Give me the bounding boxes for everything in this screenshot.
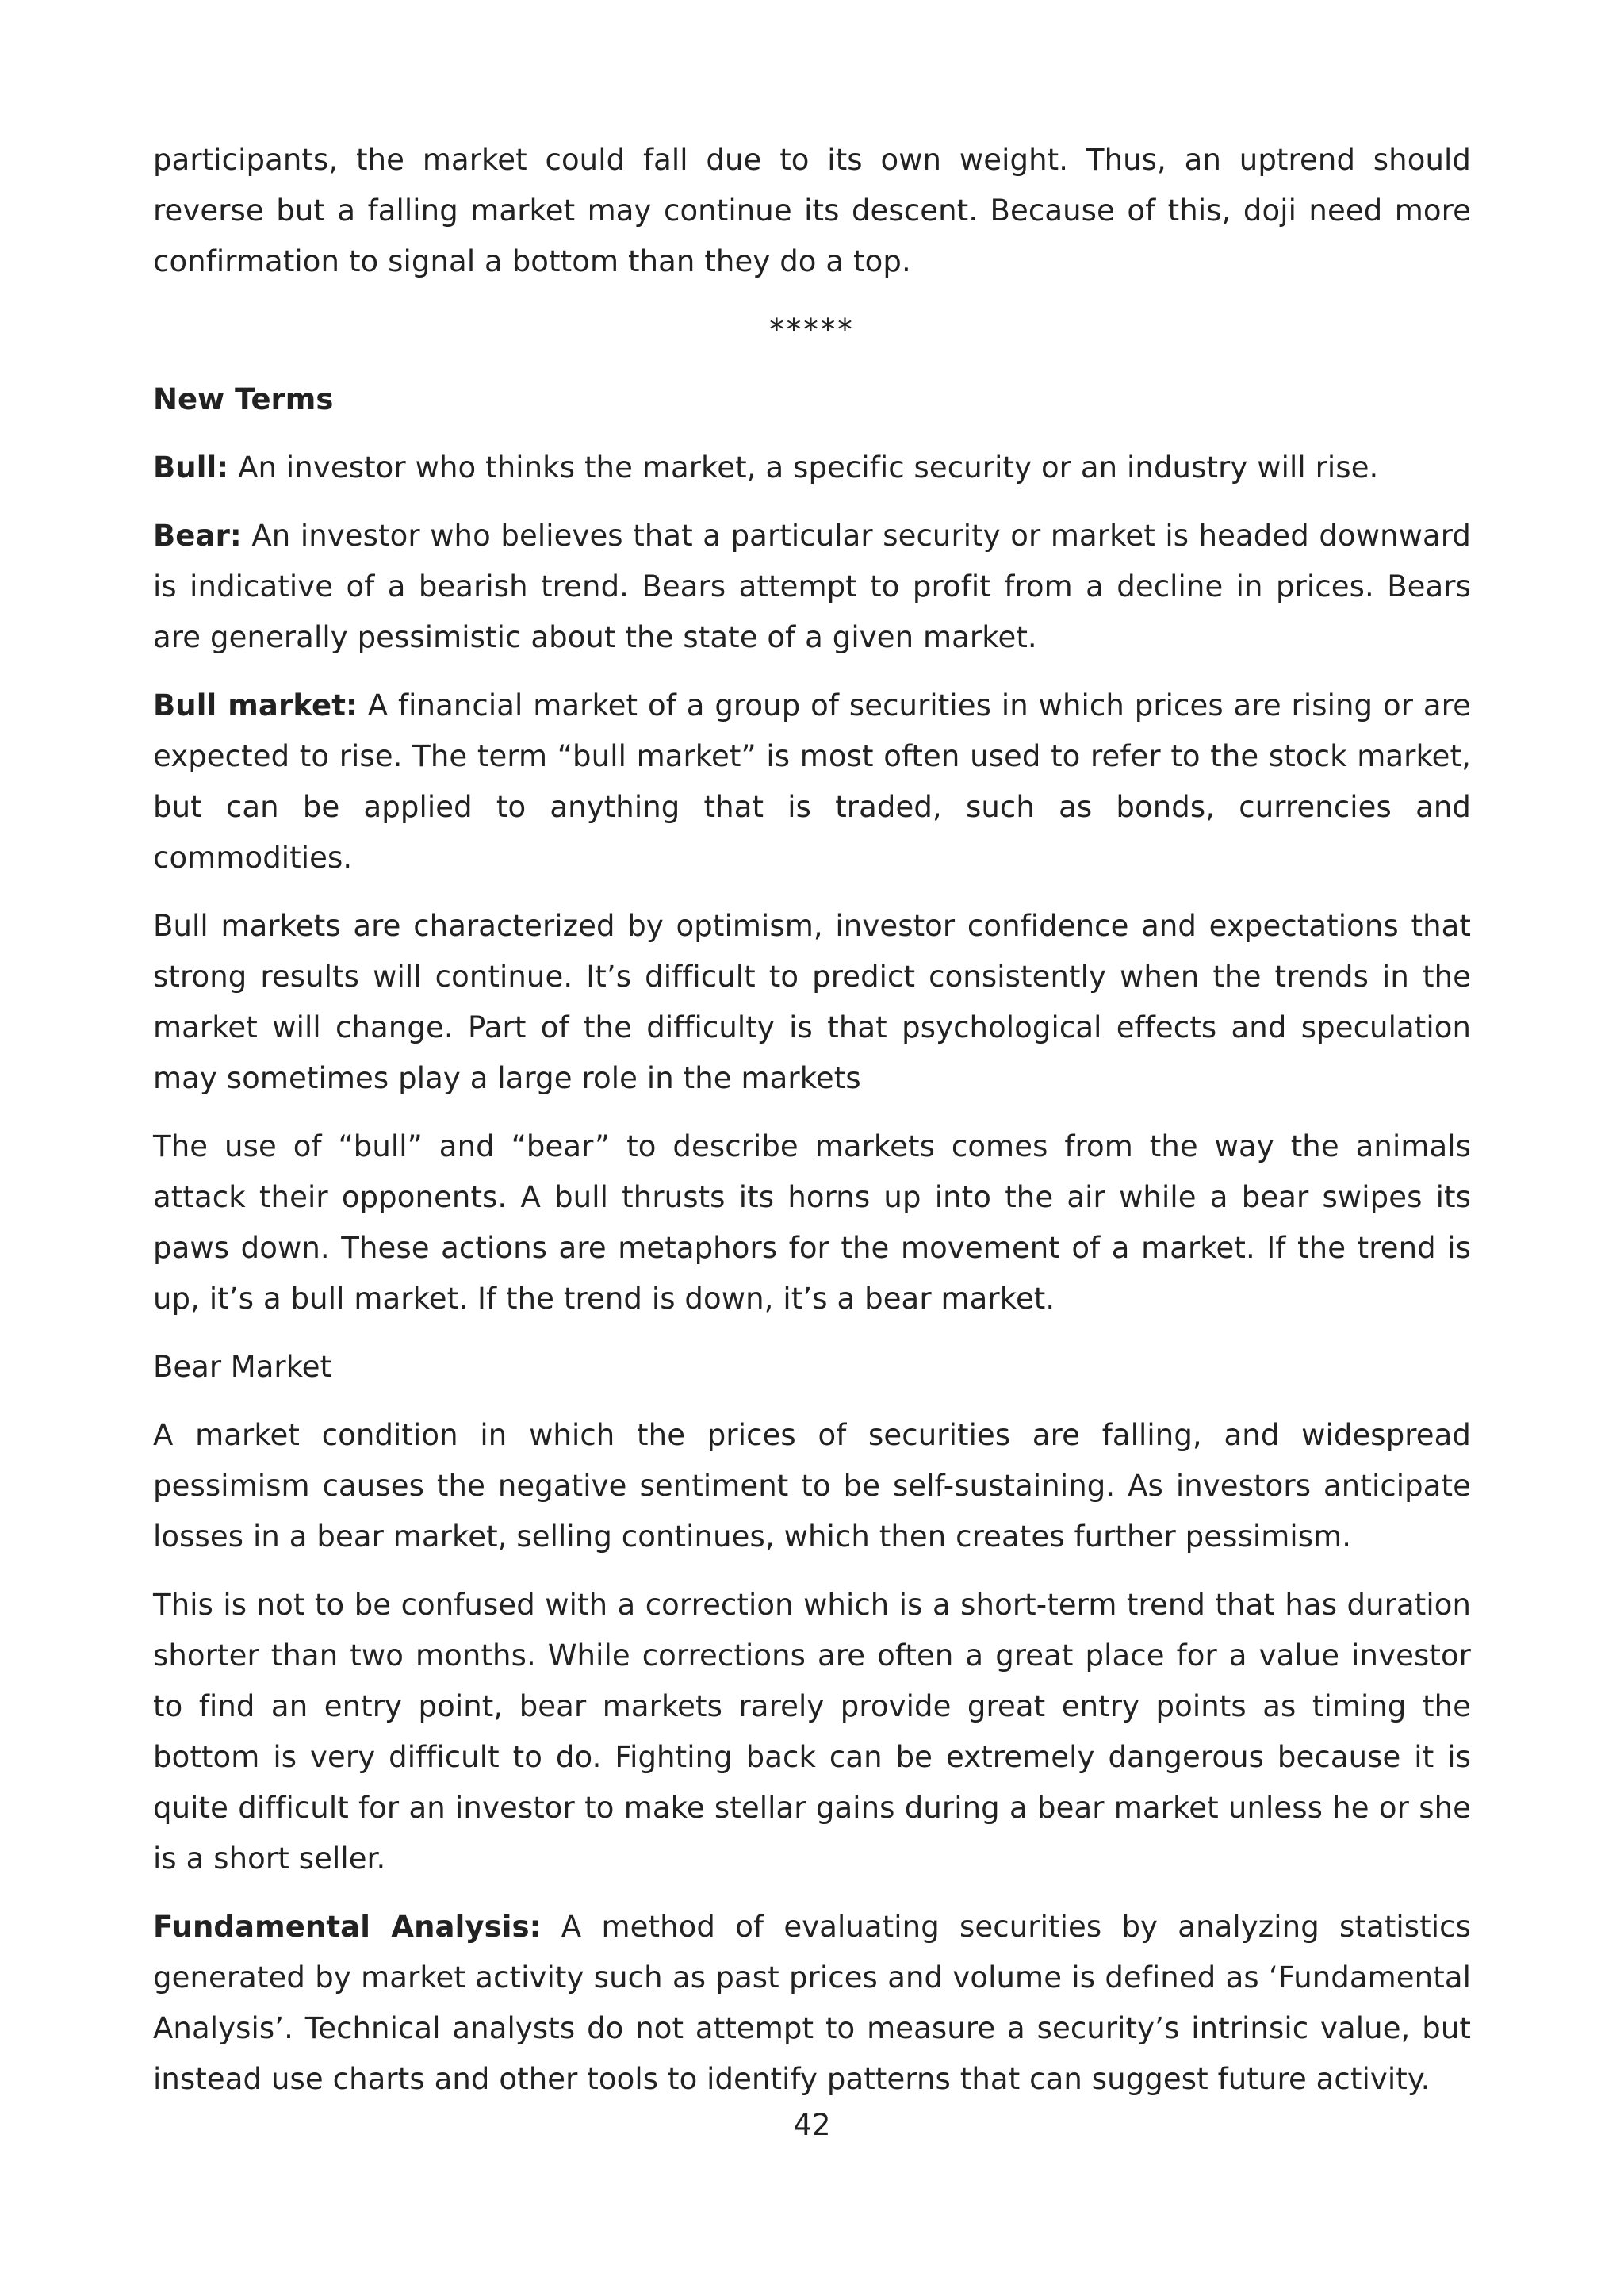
- bull-market-paragraph-2: Bull markets are characterized by optimism, investor confidence and expectations that strong results will continue. It’s difficult to predict consistently when the trends in the market will change. Part of the difficulty is that psychological effects and speculation may sometimes play a large role in the markets: [153, 909, 1471, 1095]
- new-terms-heading: New Terms: [153, 382, 334, 416]
- fundamental-analysis-term: Fundamental Analysis:: [153, 1910, 542, 1944]
- page-body: [153, 135, 1471, 2122]
- intro-paragraph: participants, the market could fall due to its own weight. Thus, an uptrend should reverse but a falling market may continue its descent. Because of this, doji need more confirmation to signal a bottom than they do a top.: [153, 143, 1471, 278]
- bull-definition-text: An investor who thinks the market, a specific security or an industry will rise.: [228, 450, 1379, 485]
- section-separator: *****: [769, 312, 855, 347]
- bear-market-paragraph-2: This is not to be confused with a correction which is a short-term trend that has duration shorter than two months. While corrections are often a great place for a value investor to find an entry point, bear markets rarely provide great entry points as timing the bottom is very difficult to do. Fighting back can be extremely dangerous because it is quite difficult for an investor to make stellar gains during a bear market unless he or she is a short seller.: [153, 1588, 1471, 1876]
- bull-market-definition-text: A financial market of a group of securities in which prices are rising or are expected to rise. The term “bull market” is most often used to refer to the stock market, but can be applied to anything that is traded, such as bonds, currencies and commodities.: [153, 688, 1471, 875]
- bull-definition: [153, 443, 1471, 493]
- fundamental-analysis-definition: [153, 1902, 1471, 2105]
- bull-market-paragraph-3: The use of “bull” and “bear” to describe markets comes from the way the animals attack their opponents. A bull thrusts its horns up into the air while a bear swipes its paws down. These actions are metaphors for the movement of a market. If the trend is up, it’s a bull market. If the trend is down, it’s a bear market.: [153, 1129, 1471, 1316]
- bear-market-paragraph-1: A market condition in which the prices of securities are falling, and widespread pessimism causes the negative sentiment to be self-sustaining. As investors anticipate losses in a bear market, selling continues, which then creates further pessimism.: [153, 1418, 1471, 1554]
- page-number: 42: [793, 2108, 831, 2142]
- bear-definition-text: An investor who believes that a particular security or market is headed downward is indicative of a bearish trend. Bears attempt to profit from a decline in prices. Bears are generally pessimistic about the state of a given market.: [153, 519, 1471, 654]
- bull-market-term: Bull market:: [153, 688, 358, 722]
- bull-market-definition: [153, 680, 1471, 883]
- bull-term: Bull:: [153, 450, 229, 485]
- bear-term: Bear:: [153, 519, 242, 553]
- bear-definition: [153, 511, 1471, 663]
- bear-market-heading: Bear Market: [153, 1350, 331, 1384]
- fundamental-analysis-definition-text: A method of evaluating securities by analyzing statistics generated by market activity such as past prices and volume is defined as ‘Fundamental Analysis’. Technical analysts do not attempt to measure a security’s intrinsic value, but instead use charts and other tools to identify patterns that can suggest future activity.: [153, 1910, 1471, 2096]
